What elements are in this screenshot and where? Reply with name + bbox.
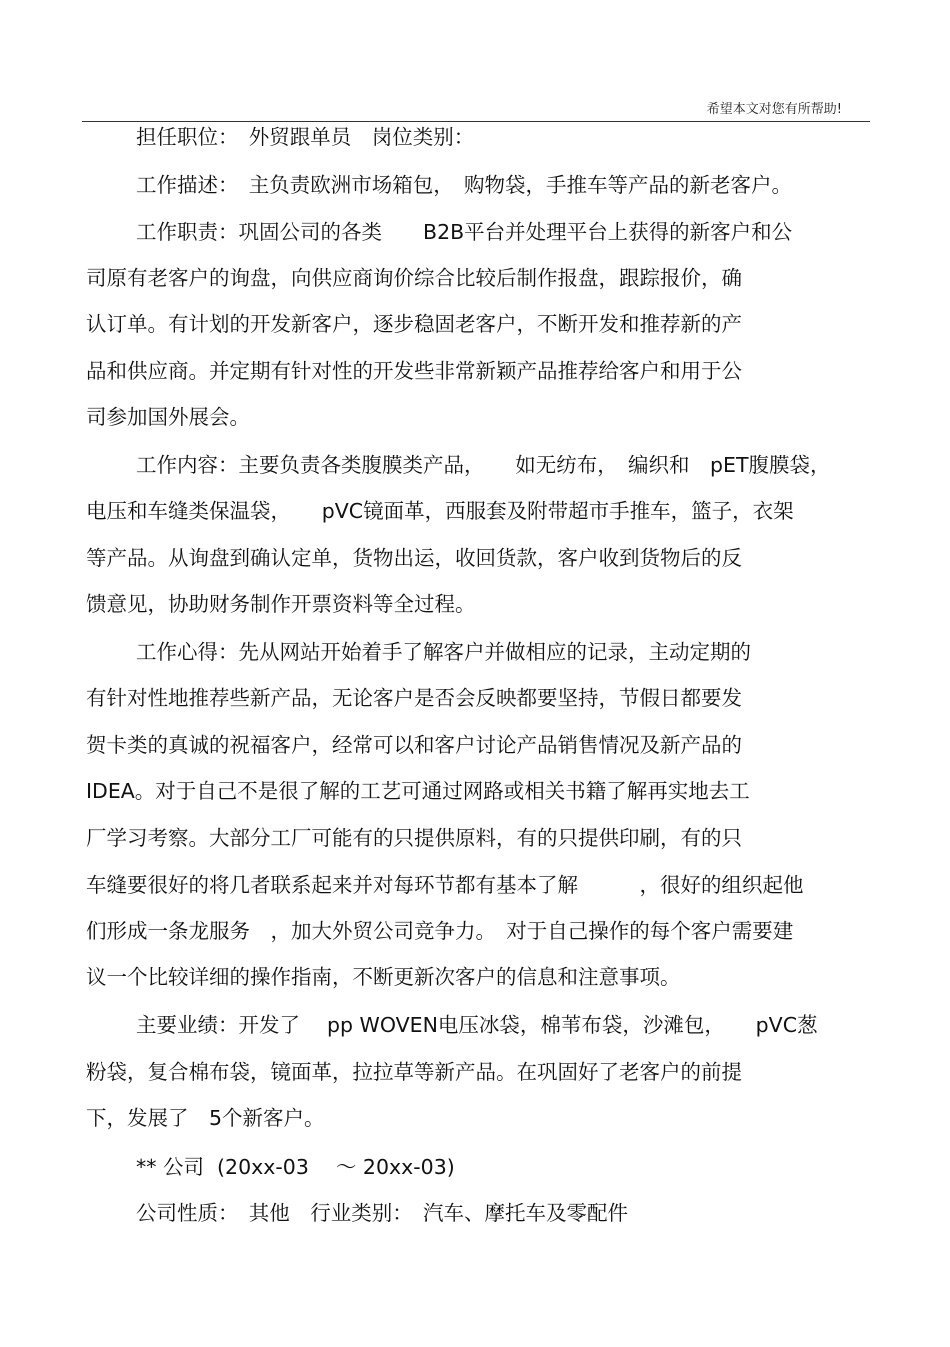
text-line: 电压和车缝类保温袋， pVC镜面革，西服套及附带超市手推车，篮子，衣架 — [86, 499, 794, 523]
text-line: 有针对性地推荐些新产品，无论客户是否会反映都要坚持，节假日都要发 — [86, 686, 742, 710]
text-line: 工作描述： 主负责欧洲市场箱包， 购物袋，手推车等产品的新老客户。 — [136, 173, 792, 197]
text-line: 们形成一条龙服务 ，加大外贸公司竞争力。 对于自己操作的每个客户需要建 — [86, 919, 794, 943]
text-line: 车缝要很好的将几者联系起来并对每环节都有基本了解 ，很好的组织起他 — [86, 873, 804, 897]
header-note: 希望本文对您有所帮助! — [706, 102, 842, 117]
text-line: 认订单。有计划的开发新客户，逐步稳固老客户，不断开发和推荐新的产 — [86, 312, 742, 336]
text-line: 工作职责：巩固公司的各类 B2B平台并处理平台上获得的新客户和公 — [136, 220, 793, 244]
text-line: 工作内容：主要负责各类腹膜类产品， 如无纺布， 编织和 pET腹膜袋， — [136, 453, 831, 477]
text-line: IDEA。对于自己不是很了解的工艺可通过网路或相关书籍了解再实地去工 — [86, 779, 750, 803]
text-line: 工作心得：先从网站开始着手了解客户并做相应的记录，主动定期的 — [136, 640, 751, 664]
header-rule — [82, 121, 870, 122]
text-line: 司参加国外展会。 — [86, 405, 250, 429]
text-line: 下，发展了 5个新客户。 — [86, 1106, 325, 1130]
text-line: ** 公司 (20xx-03 ～ 20xx-03) — [136, 1155, 455, 1179]
text-line: 议一个比较详细的操作指南，不断更新次客户的信息和注意事项。 — [86, 965, 681, 989]
text-line: 司原有老客户的询盘，向供应商询价综合比较后制作报盘，跟踪报价，确 — [86, 266, 742, 290]
text-line: 馈意见，协助财务制作开票资料等全过程。 — [86, 592, 476, 616]
text-line: 品和供应商。并定期有针对性的开发些非常新颖产品推荐给客户和用于公 — [86, 359, 742, 383]
text-line: 主要业绩：开发了 pp WOVEN电压冰袋，棉苇布袋，沙滩包， pVC葱 — [136, 1013, 818, 1037]
text-line: 公司性质： 其他 行业类别： 汽车、摩托车及零配件 — [136, 1201, 628, 1225]
text-line: 等产品。从询盘到确认定单，货物出运，收回货款，客户收到货物后的反 — [86, 546, 742, 570]
text-line: 贺卡类的真诚的祝福客户，经常可以和客户讨论产品销售情况及新产品的 — [86, 733, 742, 757]
text-line: 厂学习考察。大部分工厂可能有的只提供原料，有的只提供印刷，有的只 — [86, 826, 742, 850]
text-line: 粉袋，复合棉布袋，镜面革，拉拉草等新产品。在巩固好了老客户的前提 — [86, 1060, 742, 1084]
text-line: 担任职位： 外贸跟单员 岗位类别： — [136, 125, 475, 149]
